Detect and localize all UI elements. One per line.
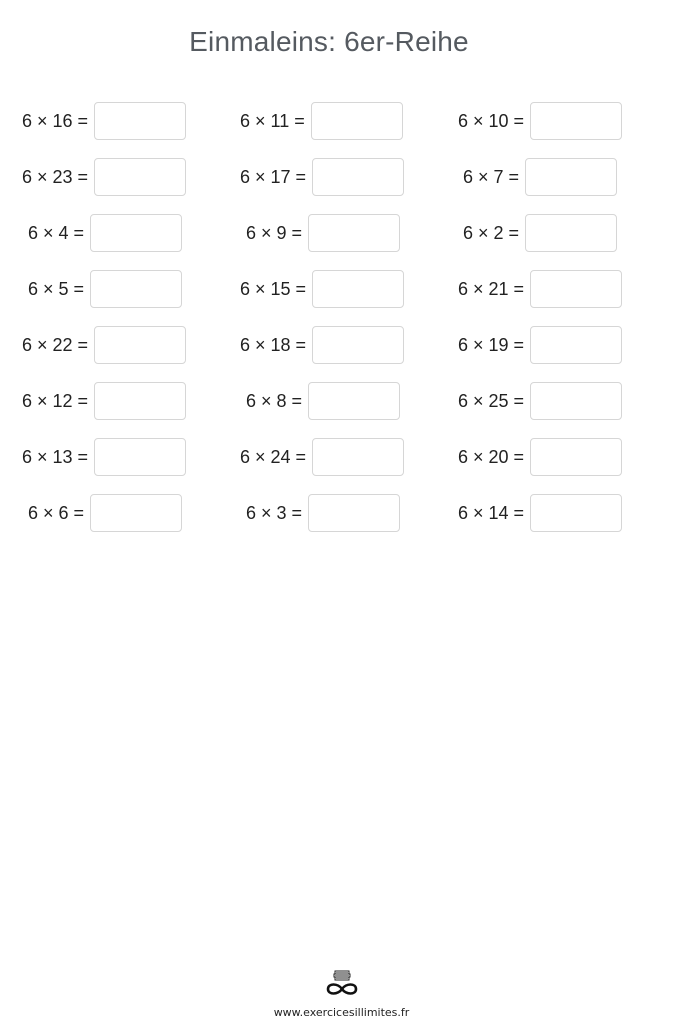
problem-cell <box>240 437 404 477</box>
problem-row <box>0 493 683 549</box>
problem-text: 6 × 16 = <box>22 111 89 131</box>
problem-text: 6 × 5 = <box>28 279 85 299</box>
problem-text: 6 × 10 = <box>458 111 525 131</box>
problem-text: 6 × 9 = <box>246 223 303 243</box>
problem-text: 6 × 22 = <box>22 335 89 355</box>
problem-text: 6 × 24 = <box>240 447 307 467</box>
problem-row <box>0 213 683 269</box>
problem-text: 6 × 8 = <box>246 391 303 411</box>
problem-text: 6 × 23 = <box>22 167 89 187</box>
problem-cell <box>22 437 186 477</box>
problem-text: 6 × 3 = <box>246 503 303 523</box>
answer-box[interactable] <box>525 214 617 252</box>
answer-box[interactable] <box>308 494 400 532</box>
problem-cell <box>240 325 404 365</box>
problem-row <box>0 325 683 381</box>
answer-box[interactable] <box>94 382 186 420</box>
answer-box[interactable] <box>530 494 622 532</box>
problem-cell <box>240 269 404 309</box>
problem-cell <box>458 437 622 477</box>
problem-row <box>0 101 683 157</box>
answer-box[interactable] <box>530 102 622 140</box>
problem-row <box>0 157 683 213</box>
problem-cell <box>22 157 186 197</box>
problem-text: 6 × 12 = <box>22 391 89 411</box>
problem-text: 6 × 21 = <box>458 279 525 299</box>
answer-box[interactable] <box>530 326 622 364</box>
problem-cell <box>240 157 404 197</box>
answer-box[interactable] <box>525 158 617 196</box>
problem-text: 6 × 20 = <box>458 447 525 467</box>
answer-box[interactable] <box>530 438 622 476</box>
problem-text: 6 × 18 = <box>240 335 307 355</box>
footer <box>0 970 683 1019</box>
problem-text: 6 × 2 = <box>463 223 520 243</box>
answer-box[interactable] <box>308 214 400 252</box>
problem-cell <box>22 381 186 421</box>
problem-cell <box>463 157 617 197</box>
problem-text: 6 × 19 = <box>458 335 525 355</box>
answer-box[interactable] <box>312 158 404 196</box>
answer-box[interactable] <box>90 494 182 532</box>
problem-text: 6 × 14 = <box>458 503 525 523</box>
problem-cell <box>28 213 182 253</box>
problem-cell <box>22 325 186 365</box>
problem-text: 6 × 6 = <box>28 503 85 523</box>
problem-cell <box>28 269 182 309</box>
problem-text: 6 × 4 = <box>28 223 85 243</box>
answer-box[interactable] <box>312 270 404 308</box>
problem-text: 6 × 15 = <box>240 279 307 299</box>
footer-url[interactable]: www.exercicesillimites.fr <box>273 1006 410 1019</box>
problem-cell <box>246 381 400 421</box>
answer-box[interactable] <box>530 270 622 308</box>
answer-box[interactable] <box>90 214 182 252</box>
problem-cell <box>458 493 622 533</box>
problem-row <box>0 269 683 325</box>
problem-cell <box>22 101 186 141</box>
problem-cell <box>458 325 622 365</box>
problem-cell <box>246 213 400 253</box>
problem-text: 6 × 17 = <box>240 167 307 187</box>
answer-box[interactable] <box>312 326 404 364</box>
answer-box[interactable] <box>94 158 186 196</box>
answer-box[interactable] <box>311 102 403 140</box>
problem-grid <box>0 101 683 549</box>
problem-cell <box>458 101 622 141</box>
problem-cell <box>246 493 400 533</box>
answer-box[interactable] <box>94 438 186 476</box>
answer-box[interactable] <box>308 382 400 420</box>
answer-box[interactable] <box>94 102 186 140</box>
problem-cell <box>28 493 182 533</box>
problem-text: 6 × 13 = <box>22 447 89 467</box>
problem-cell <box>458 381 622 421</box>
answer-box[interactable] <box>530 382 622 420</box>
problem-cell <box>458 269 622 309</box>
problem-row <box>0 381 683 437</box>
answer-box[interactable] <box>90 270 182 308</box>
problem-row <box>0 437 683 493</box>
problem-cell <box>463 213 617 253</box>
page-title: Einmaleins: 6er-Reihe <box>189 26 469 57</box>
book-stack-infinity-logo-icon <box>324 970 360 998</box>
problem-text: 6 × 25 = <box>458 391 525 411</box>
answer-box[interactable] <box>94 326 186 364</box>
problem-text: 6 × 11 = <box>240 111 305 131</box>
problem-cell <box>240 101 403 141</box>
answer-box[interactable] <box>312 438 404 476</box>
problem-text: 6 × 7 = <box>463 167 520 187</box>
